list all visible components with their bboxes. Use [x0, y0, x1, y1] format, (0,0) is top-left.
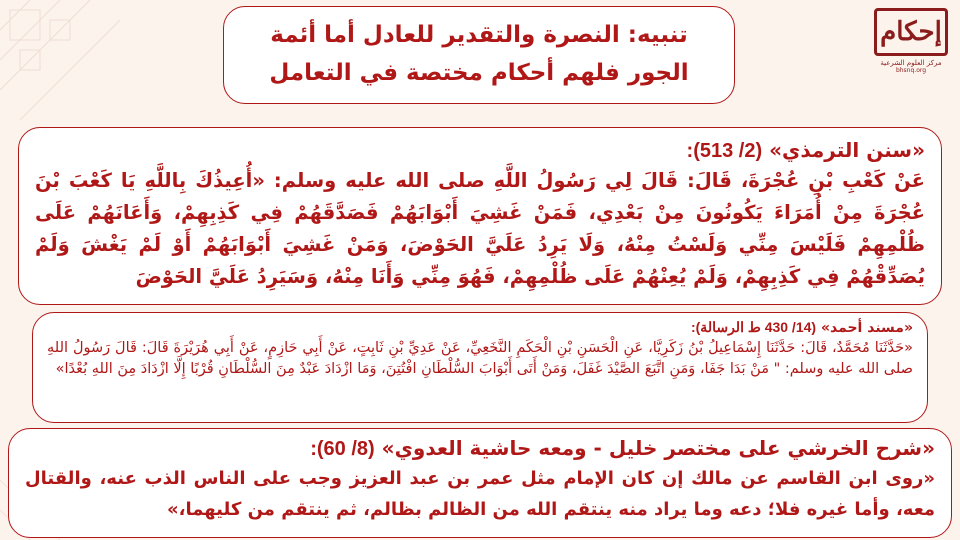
title-line-2: الجور فلهم أحكام مختصة في التعامل — [269, 60, 689, 86]
title-line1-text: النصرة والتقدير للعادل أما أئمة — [270, 22, 620, 48]
quote2-source-line — [47, 317, 913, 338]
quote1-text: عَنْ كَعْبِ بْنِ عُجْرَةَ، قَالَ: قَالَ لِي رَسُولُ اللَّهِ صلى الله عليه وسلم: «أُعِيذُكَ بِاللَّهِ يَا كَعْبَ بْنَ عُجْرَةَ مِنْ أُمَرَاءَ يَكُونُونَ مِنْ بَعْدِي، فَمَنْ غَشِيَ أَبْوَابَهُمْ فَصَدَّقَهُمْ فِي كَذِبِهِمْ، وَأَعَانَهُمْ عَلَى ظُلْمِهِمْ فَلَيْسَ مِنِّي وَلَسْتُ مِنْهُ، وَلَا يَرِدُ عَلَيَّ الحَوْضَ، وَمَنْ غَشِيَ أَبْوَابَهُمْ أَوْ لَمْ يَغْشَ وَلَمْ يُصَدِّقْهُمْ فِي كَذِبِهِمْ، وَلَمْ يُعِنْهُمْ عَلَى ظُلْمِهِمْ، فَهُوَ مِنِّي وَأَنَا مِنْهُ، وَسَيَرِدُ عَلَيَّ الحَوْضَ — [35, 169, 925, 288]
title-prefix: تنبيه: — [627, 22, 688, 48]
quote3-source: «شرح الخرشي على مختصر خليل - ومعه حاشية العدوي» — [381, 436, 935, 460]
quote3-text: «روى ابن القاسم عن مالك إن كان الإمام مثل عمر بن عبد العزيز وجب على الناس الذب عنه، والقتال معه، وأما غيره فلا؛ دعه وما يراد منه ينتقم الله من الظالم بظالم، ثم ينتقم من كليهما،» — [25, 468, 935, 520]
title-box — [223, 6, 735, 104]
quote2-ref: (14/ 430 ط الرسالة): — [690, 319, 817, 335]
quote-box-tirmidhi — [18, 127, 942, 305]
corner-ornament-icon — [0, 0, 120, 120]
logo-mark: إحكام — [874, 8, 948, 56]
logo-subtitle: مركز العلوم الشرعية — [880, 59, 942, 67]
quote-box-kharashi — [8, 428, 952, 538]
quote2-text: «حَدَّثَنَا مُحَمَّدٌ، قَالَ: حَدَّثَنَا إِسْمَاعِيلُ بْنُ زَكَرِيَّا، عَنِ الْحَسَنِ بْنِ الْحَكَمِ النَّخَعِيِّ، عَنْ عَدِيِّ بْنِ ثَابِتٍ، عَنْ أَبِي حَازِمٍ، عَنْ أَبِي هُرَيْرَةَ قَالَ: قَالَ رَسُولُ اللهِ صلى الله عليه وسلم: " مَنْ بَدَا جَفَا، وَمَنِ اتَّبَعَ الصَّيْدَ غَفَلَ، وَمَنْ أَتَى أَبْوَابَ السُّلْطَانِ افْتُتِنَ، وَمَا ازْدَادَ عَبْدٌ مِنَ السُّلْطَانِ قُرْبًا إِلَّا ازْدَادَ مِنَ اللهِ بُعْدًا» — [47, 340, 913, 377]
quote3-source-line — [25, 434, 935, 463]
quote-box-ahmad — [32, 312, 928, 423]
quote1-source-line — [35, 136, 925, 165]
quote1-source: «سنن الترمذي» — [769, 138, 925, 162]
title-line-1 — [224, 16, 734, 54]
logo-small-text: bhsnq.org — [895, 67, 927, 74]
logo — [866, 4, 956, 76]
quote3-ref: (8/ 60): — [310, 438, 375, 460]
quote1-ref: (2/ 513): — [686, 140, 763, 162]
quote2-source: «مسند أحمد» — [820, 320, 913, 336]
